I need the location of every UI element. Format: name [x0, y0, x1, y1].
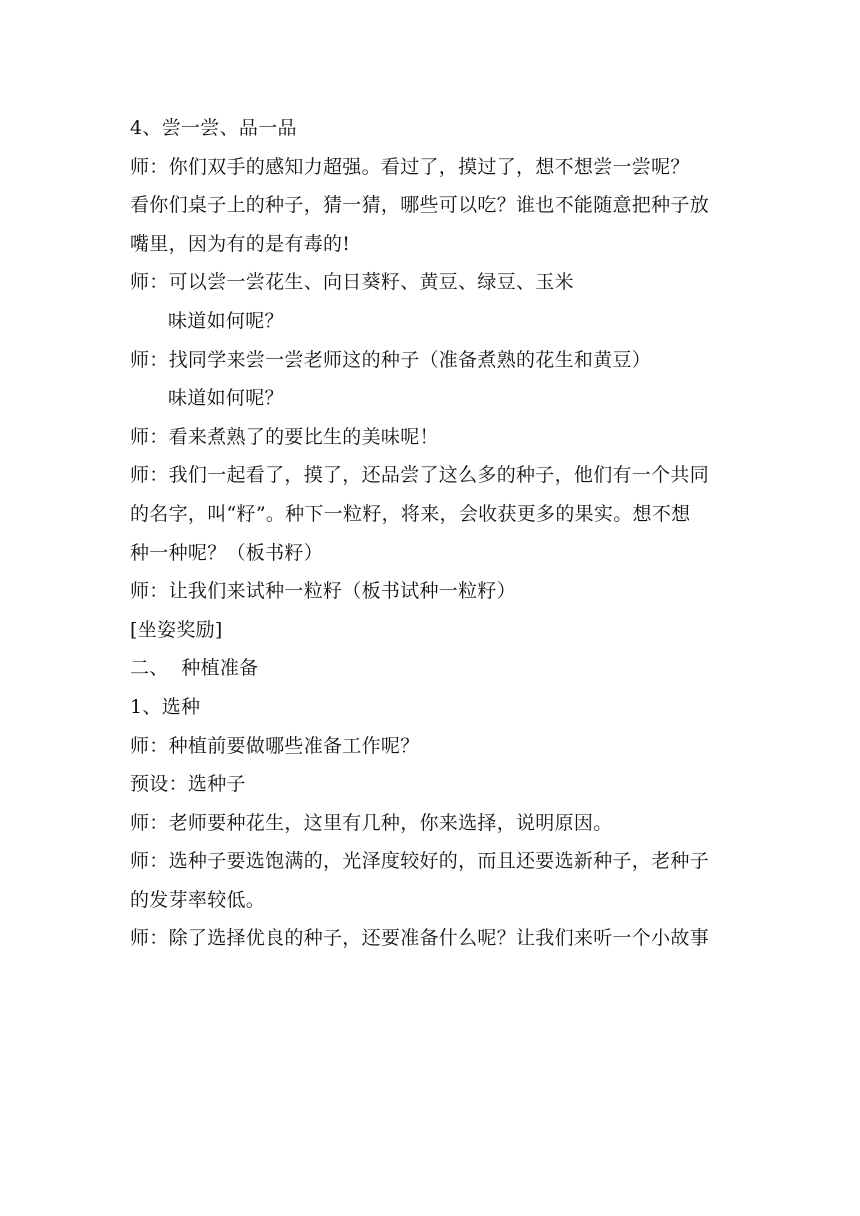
paragraph-line: 师：看来煮熟了的要比生的美味呢！ — [130, 425, 439, 448]
paragraph-line: 预设：选种子 — [130, 773, 246, 796]
paragraph-line: 师：选种子要选饱满的，光泽度较好的，而且还要选新种子，老种子 — [130, 850, 710, 873]
subsection-heading-seed-selection: 1、选种 — [130, 695, 201, 718]
note-reward: [坐姿奖励] — [130, 618, 223, 641]
paragraph-line: 师：你们双手的感知力超强。看过了，摸过了，想不想尝一尝呢？ — [130, 155, 690, 178]
document-body — [130, 109, 735, 958]
paragraph-line: 师：让我们来试种一粒籽（板书试种一粒籽） — [130, 580, 517, 603]
paragraph-line: 师：老师要种花生，这里有几种，你来选择，说明原因。 — [130, 811, 613, 834]
indented-question: 味道如何呢？ — [168, 309, 284, 332]
section-heading-preparation: 二、 种植准备 — [130, 657, 259, 680]
paragraph-line: 师：我们一起看了，摸了，还品尝了这么多的种子，他们有一个共同 — [130, 464, 710, 487]
paragraph-line: 的发芽率较低。 — [130, 888, 266, 911]
paragraph-line: 看你们桌子上的种子，猜一猜，哪些可以吃？谁也不能随意把种子放 — [130, 194, 710, 217]
paragraph-line: 师：可以尝一尝花生、向日葵籽、黄豆、绿豆、玉米 — [130, 271, 574, 294]
paragraph-line: 师：种植前要做哪些准备工作呢？ — [130, 734, 420, 757]
paragraph-line: 的名字，叫“籽”。种下一粒籽，将来，会收获更多的果实。想不想 — [130, 502, 691, 525]
paragraph-line: 师：除了选择优良的种子，还要准备什么呢？让我们来听一个小故事 — [130, 927, 710, 950]
paragraph-line: 嘴里，因为有的是有毒的! — [130, 232, 351, 255]
indented-question: 味道如何呢？ — [168, 387, 284, 410]
section-heading-taste: 4、尝一尝、品一品 — [130, 117, 297, 139]
paragraph-line: 师：找同学来尝一尝老师这的种子（准备煮熟的花生和黄豆） — [130, 348, 652, 371]
paragraph-line: 种一种呢？（板书籽） — [130, 541, 324, 564]
